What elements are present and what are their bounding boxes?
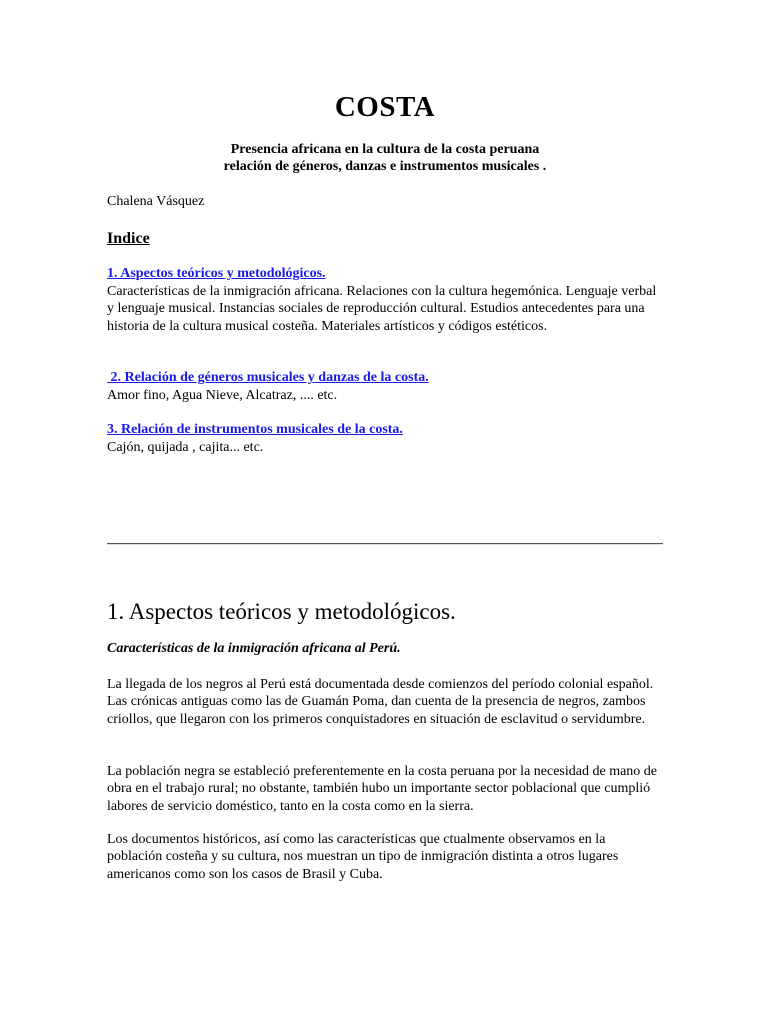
section-1-heading: 1. Aspectos teóricos y metodológicos. <box>107 599 456 624</box>
toc-description-1: Características de la inmigración africana. Relaciones con la cultura hegemónica. Lenguaje verbal y lenguaje musical. Instancias sociales de reproducción cultural. Estudios antecedentes para una historia de la cultura musical costeña. Materiales artísticos y códigos estéticos. <box>107 283 657 334</box>
paragraph-1: La llegada de los negros al Perú está documentada desde comienzos del período colonial español. Las crónicas antiguas como las de Guamán Poma, dan cuenta de la presencia de negros, zambos criollos, que llegaron con los primeros conquistadores en situación de esclavitud o servidumbre. <box>107 677 654 727</box>
toc-link-3[interactable]: 3. Relación de instrumentos musicales de la costa. <box>107 422 403 437</box>
paragraph-2: La población negra se estableció preferentemente en la costa peruana por la necesidad de mano de obra en el trabajo rural; no obstante, también hubo un importante sector poblacional que cumplió labores de servicio doméstico, tanto en la costa como en la sierra. <box>107 764 658 814</box>
document-subtitle <box>107 141 663 175</box>
author-name: Chalena Vásquez <box>107 194 205 209</box>
subtitle-line-2: relación de géneros, danzas e instrumentos musicales . <box>223 159 547 174</box>
document-title: COSTA <box>334 91 436 123</box>
toc-description-3: Cajón, quijada , cajita... etc. <box>107 439 264 455</box>
toc-entry-2 <box>107 369 663 404</box>
index-heading: Indice <box>107 230 150 247</box>
paragraph-3: Los documentos históricos, así como las características que ctualmente observamos en la población costeña y su cultura, nos muestran un tipo de inmigración distinta a otros lugares americanos como son los casos de Brasil y Cuba. <box>107 832 619 882</box>
toc-entry-3 <box>107 421 663 456</box>
toc-entry-1 <box>107 265 663 335</box>
toc-link-2[interactable]: 2. Relación de géneros musicales y danzas de la costa. <box>107 370 429 385</box>
subtitle-line-1: Presencia africana en la cultura de la costa peruana <box>230 142 540 157</box>
toc-link-1[interactable]: 1. Aspectos teóricos y metodológicos. <box>107 266 326 281</box>
section-1-subheading: Características de la inmigración africana al Perú. <box>107 641 401 656</box>
toc-description-2: Amor fino, Agua Nieve, Alcatraz, .... etc. <box>107 387 338 403</box>
horizontal-divider <box>107 543 663 545</box>
